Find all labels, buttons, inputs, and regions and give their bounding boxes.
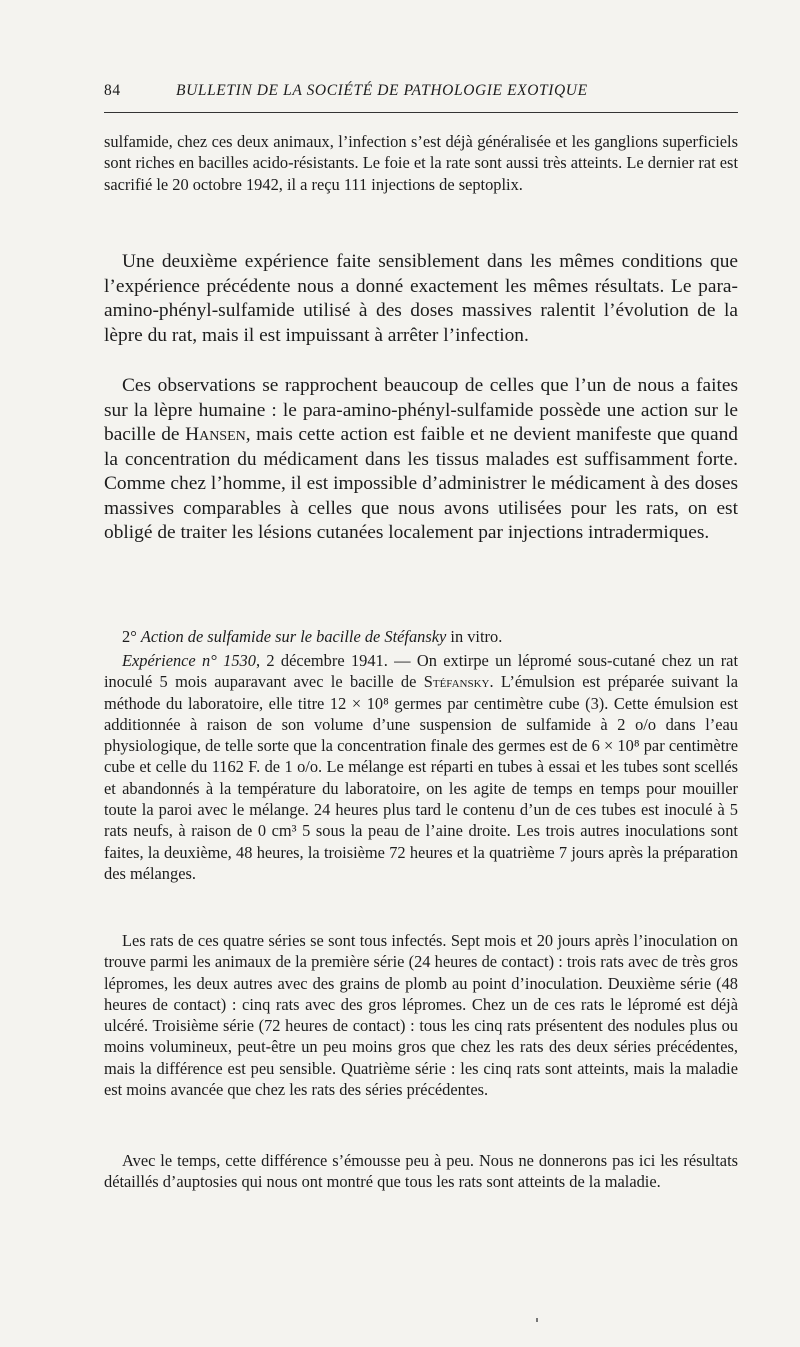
header-rule (104, 112, 738, 113)
paragraph-experiment-1530 (104, 650, 738, 884)
author-name-stefansky: Stéfansky (423, 672, 490, 692)
paragraph-text: sulfamide, chez ces deux animaux, l’infection s’est déjà généralisée et les ganglions superficiels sont riches en bacilles acido-résistants. Le foie et la rate sont aussi très atteints. Le dernier rat est sacrifié le 20 octobre 1942, il a reçu 111 injections de septoplix. (104, 132, 738, 194)
author-name-hansen: Hansen (185, 424, 246, 445)
section-heading (104, 626, 738, 648)
running-header (104, 82, 728, 106)
paragraph-continuation (104, 131, 738, 195)
paragraph-text: Ces observations se rapprochent beaucoup de celles que l’un de nous a faites sur la lèpre humaine : le para-amino-phényl-sulfamide possède une action sur le bacille de (104, 375, 738, 445)
paragraph-text: Les rats de ces quatre séries se sont tous infectés. Sept mois et 20 jours après l’inoculation on trouve parmi les animaux de la première série (24 heures de contact) : trois rats avec de très gros lépromes, les deux autres avec des grains de plomb au point d’inoculation. Deuxième série (48 heures de contact) : cinq rats avec des gros lépromes. Chez un de ces rats le lépromé est déjà ulcéré. Troisième série (72 heures de contact) : tous les cinq rats présentent des nodules plus ou moins volumineux, peut-être un peu moins gros que chez les rats des deux séries précédentes, mais la différence est peu sensible. Quatrième série : les cinq rats sont atteints, mais la maladie est moins avancée que chez les rats des séries précédentes. (104, 931, 738, 1100)
section-number: 2° (122, 627, 141, 646)
paragraph-observations (104, 374, 738, 546)
journal-title: BULLETIN DE LA SOCIÉTÉ DE PATHOLOGIE EXOTIQUE (176, 82, 588, 99)
paragraph-text: , mais cette action est faible et ne devient manifeste que quand la concentration du médicament dans les tissus malades est suffisamment forte. Comme chez l’homme, il est impossible d’administrer le médicament à des doses massives comparables à celles que nous avons utilisées pour les rats, on est obligé de traiter les lésions cutanées localement par injections intradermiques. (104, 424, 738, 543)
paragraph-conclusion (104, 1150, 738, 1193)
paragraph-second-experiment (104, 250, 738, 348)
paragraph-results (104, 930, 738, 1100)
experiment-label: Expérience n° 1530 (122, 651, 256, 670)
paragraph-text: , 2 décembre 1941. — On extirpe un lépromé sous-cutané chez un rat inoculé 5 mois auparavant avec le bacille de (104, 651, 739, 692)
paragraph-text: Une deuxième expérience faite sensiblement dans les mêmes conditions que l’expérience précédente nous a donné exactement les mêmes résultats. Le para-amino-phényl-sulfamide utilisé à des doses massives ralentit l’évolution de la lèpre du rat, mais il est impuissant à arrêter l’infection. (104, 251, 738, 346)
print-speck (536, 1318, 538, 1322)
section-title: Action de sulfamide sur le bacille de Stéfansky (140, 627, 447, 646)
paragraph-text: Avec le temps, cette différence s’émousse peu à peu. Nous ne donnerons pas ici les résultats détaillés d’auptosies qui nous ont montré que tous les rats sont atteints de la maladie. (104, 1151, 738, 1192)
paragraph-text: . L’émulsion est préparée suivant la méthode du laboratoire, elle titre 12 × 10⁸ germes par centimètre cube (3). Cette émulsion est additionnée à raison de son volume d’une suspension de sulfamide à 2 o/o dans l’eau physiologique, de telle sorte que la concentration finale des germes est de 6 × 10⁸ par centimètre cube et celle du 1162 F. de 1 o/o. Le mélange est réparti en tubes à essai et les tubes sont scellés et abandonnés à la température du laboratoire, on les agite de temps en temps pour mouiller toute la paroi avec le mélange. 24 heures plus tard le contenu d’un de ces tubes est inoculé à 5 rats neufs, à raison de 0 cm³ 5 sous la peau de l’aine droite. Les trois autres inoculations sont faites, la deuxième, 48 heures, la troisième 72 heures et la quatrième 7 jours après la préparation des mélanges. (104, 672, 739, 883)
section-suffix: in vitro. (446, 627, 503, 646)
page-number: 84 (104, 82, 121, 99)
